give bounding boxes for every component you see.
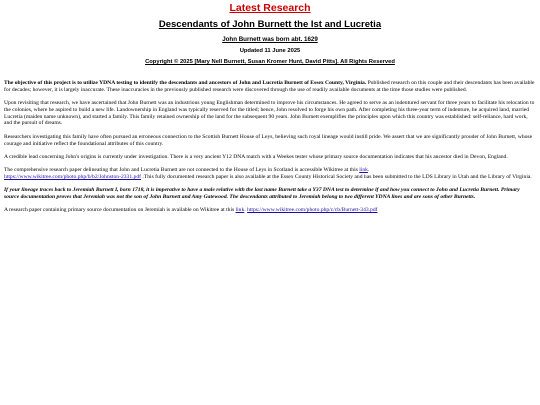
paragraph-jeremiah-warning: If your lineage traces back to Jeremiah Burnett I, born 1718, it is imperative to have a male relative with the last name Burnett take a Y37 DNA test to determine if and how you connect to John and Lucretia Burnett. Primary source documentation proves that Jeremiah was not the son of John Burnett and Amy Gatewood. The descendants attributed to Jeremiah belong to two different YDNA lines and are sons of other Burnetts. (4, 187, 520, 201)
born-line: John Burnett was born abt. 1629 (222, 36, 318, 43)
url-burnett-pdf[interactable]: https://www.wikitree.com/photo.php/c/cb/Burnett-343.pdf (247, 207, 378, 214)
article-body (4, 80, 536, 214)
latest-research-heading[interactable]: Latest Research (229, 2, 311, 14)
copyright-line: Copyright © 2025 [Mary Nell Burnett, Susan Kromer Hunt, David Pitts]. All Rights Reserved (145, 59, 395, 65)
paragraph-comprehensive (4, 167, 536, 181)
link-jeremiah-paper[interactable]: link (235, 207, 245, 214)
jeremiah-mid: . (244, 207, 248, 214)
jeremiah-before: A research paper containing primary source documentation on Jeremiah is available on Wikitree at this (4, 207, 236, 214)
comprehensive-before: The comprehensive research paper delineating that John and Lucretia Burnett are not connected to the House of Leys in Scotland is accessible Wikitree at this (4, 167, 360, 174)
comprehensive-rest: .This fully documented research paper is also available at the Essex County Historical Society and has been submitted to the LDS Library in Utah and the Library of Virginia. (141, 173, 532, 180)
objective-bold: The objective of this project is to utilize YDNA testing to identify the descendants and ancestors of John and Lucretia Burnett of Essex County, Virginia. (4, 80, 367, 86)
paragraph-objective (4, 80, 536, 94)
header (4, 0, 536, 66)
comprehensive-period: . (367, 167, 370, 174)
paragraph-revisiting: Upon revisiting that research, we have ascertained that John Burnett was an industrious young Englishman determined to improve his circumstances. He agreed to serve as an indentured servant for three years to facilitate his relocation to the colonies, where he aspired to build a new life. Landownership in England was typically reserved for the titled; hence, John resolved to forge his own path. After completing his three-year term of indenture, he acquired land, married Lucretia (maiden name unknown), and started a family. This family retained ownership of the land for the subsequent 90 years. John Burnett exemplifies the principles upon which this country was established: self-reliance, hard work, and the pursuit of dreams. (4, 100, 535, 127)
updated-date: Updated 11 June 2025 (239, 48, 301, 54)
paragraph-researchers: Researchers investigating this family have often pursued an erroneous connection to the Scottish Burnett House of Leys, believing such royal lineage would instill pride. We assert that we are significantly prouder of John Burnett, whose courage and initiative reflect the foundational attributes of this country. (4, 133, 533, 147)
paragraph-jeremiah-paper (4, 207, 536, 214)
objective-rest: Published research on this couple and their descendants has been available for decades; however, it is largely inaccurate. These inaccuracies in the previously published research were discovered through the use of readily available documents at the time those studies were published. (4, 80, 535, 93)
link-house-of-leys-paper[interactable]: link (359, 167, 368, 174)
paragraph-credible-lead: A credible lead concerning John's origins is currently under investigation. There is a very ancient Y12 DNA match with a Weekes tester whose primary source documentation indicates that his ancestor died in Devon, England. (4, 153, 508, 160)
page-title: Descendants of John Burnett the Ist and Lucretia (158, 19, 382, 30)
url-johnston-pdf[interactable]: https://www.wikitree.com/photo.php/b/b2/Johnston-2331.pdf (4, 173, 141, 180)
